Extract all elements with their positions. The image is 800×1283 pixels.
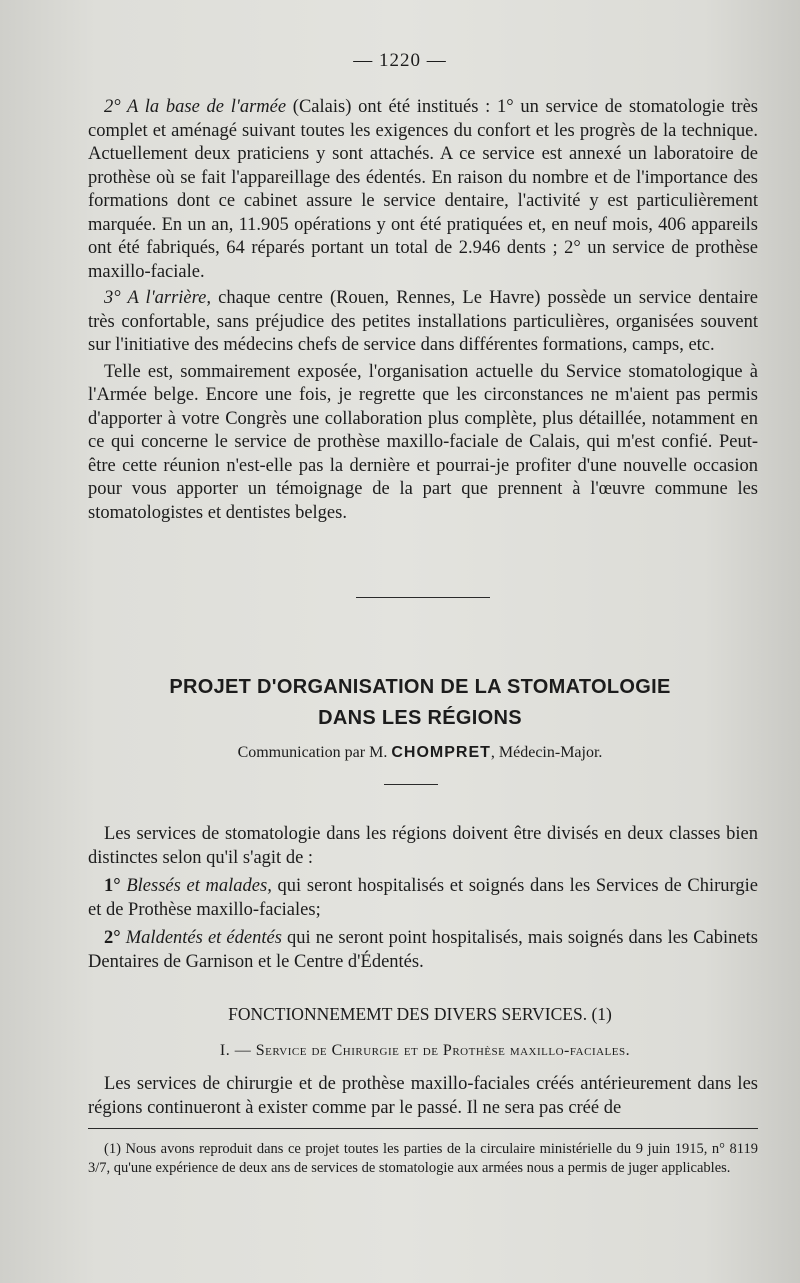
section-divider (356, 597, 490, 598)
subsection-heading: I. — Service de Chirurgie et de Prothèse maxillo-faciales. (219, 1042, 631, 1059)
list-number: 1° (104, 876, 121, 896)
paragraph-lead: 3° A l'arrière, (104, 288, 211, 308)
paragraph-text: chaque centre (Rouen, Rennes, Le Havre) possède un service dentaire très confortable, sans préjudice des petites installations particulières, organisées souvent sur l'initiative des médecins chefs de service dans différentes formations, camps, etc. (88, 288, 758, 355)
paragraph-base-armee (88, 96, 758, 284)
article-body (88, 823, 758, 974)
byline-suffix: , Médecin-Major. (490, 744, 603, 761)
list-number: 2° (104, 928, 121, 948)
title-divider (384, 784, 438, 785)
list-lead: Blessés et malades, (120, 876, 272, 896)
list-item-1 (88, 875, 758, 922)
paragraph-arriere (88, 287, 758, 358)
article-title-line-1: PROJET D'ORGANISATION DE LA STOMATOLOGIE (169, 676, 671, 698)
article-title-line-2: DANS LES RÉGIONS (318, 707, 522, 729)
last-paragraph: Les services de chirurgie et de prothèse maxillo-faciales créés antérieurement dans les régions continueront à exister comme par le passé. Il ne sera pas créé de (88, 1074, 758, 1118)
page-number: — 1220 — (353, 50, 447, 71)
paragraph-text: (Calais) ont été institués : 1° un service de stomatologie très complet et aménagé suivant toutes les exigences du confort et les progrès de la technique. Actuellement deux praticiens y sont attachés. A ce service est annexé un laboratoire de prothèse où se fait l'appareillage des édentés. En raison du nombre et de l'importance des formations dont ce cabinet assure le service dentaire, l'activité y est particulièrement marquée. En un an, 11.905 opérations y ont été pratiquées et, en neuf mois, 406 appareils ont été fabriqués, 64 réparés portant un total de 2.946 dents ; 2° un service de prothèse maxillo-faciale. (88, 97, 759, 282)
last-paragraph-block (88, 1073, 758, 1120)
list-text: qui seront hospitalisés et soignés dans les Services de Chirurgie et de Prothèse maxillo-faciales; (88, 876, 758, 920)
byline-author: CHOMPRET (391, 744, 491, 761)
paragraph-conclusion: Telle est, sommairement exposée, l'organisation actuelle du Service stomatologique à l'Armée belge. Encore une fois, je regrette que les circonstances ne m'aient pas permis d'apporter à votre Congrès une collaboration plus complète, plus détaillée, notamment en ce qui concerne le service de prothèse maxillo-faciale de Calais, qui m'est confié. Peut-être cette réunion n'est-elle pas la dernière et pourrai-je profiter d'une nouvelle occasion pour vous apporter un témoignage de la part que prennent à l'œuvre commune les stomatologistes et dentistes belges. (88, 361, 758, 523)
byline-prefix: Communication par M. (237, 744, 392, 761)
footnote-rule (88, 1128, 758, 1129)
list-lead: Maldentés et édentés (120, 928, 282, 948)
top-section (88, 96, 758, 525)
list-text: qui ne seront point hospitalisés, mais soignés dans les Cabinets Dentaires de Garnison et le Centre d'Édentés. (88, 928, 758, 972)
section-heading: FONCTIONNEMEMT DES DIVERS SERVICES. (1) (228, 1004, 612, 1024)
list-item-2 (88, 927, 758, 974)
footnote: (1) Nous avons reproduit dans ce projet toutes les parties de la circulaire ministérielle du 9 juin 1915, n° 8119 3/7, qu'une expérience de deux ans de services de stomatologie aux armées nous a permis de juger applicables. (88, 1141, 758, 1176)
intro-paragraph: Les services de stomatologie dans les régions doivent être divisés en deux classes bien distinctes selon qu'il s'agit de : (88, 824, 758, 868)
byline (0, 744, 800, 762)
paragraph-lead: 2° A la base de l'armée (104, 97, 287, 117)
